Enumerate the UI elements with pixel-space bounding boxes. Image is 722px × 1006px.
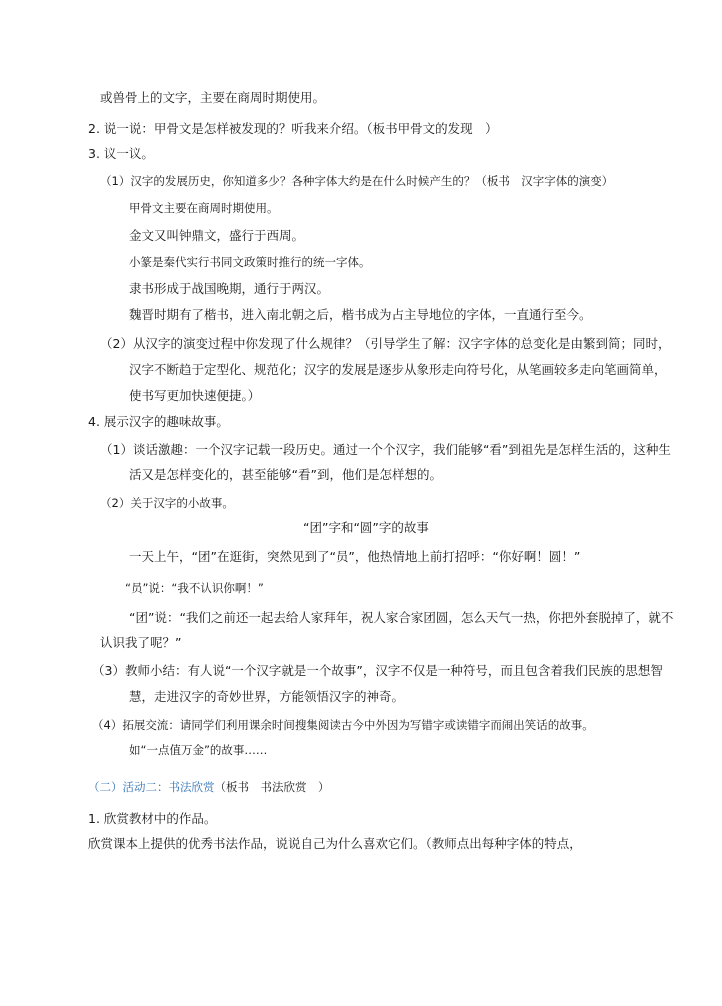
- sub-item-1: （1）汉字的发展历史，你知道多少？各种字体大约是在什么时候产生的？（板书 汉字字体的演变）: [100, 174, 614, 188]
- numbered-item-3: 3. 议一议。: [88, 146, 154, 161]
- paragraph-line: 一天上午，“团”在逛街，突然见到了“员”，他热情地上前打招呼：“你好啊！圆！”: [129, 549, 581, 564]
- paragraph-line: 金文又叫钟鼎文，盛行于西周。: [129, 228, 305, 243]
- sub-item-4: （4）拓展交流：请同学们利用课余时间搜集阅读古今中外因为写错字或读错字而闹出笑话的故事。: [92, 718, 594, 732]
- paragraph-line: 如“一点值万金”的故事……: [129, 743, 268, 757]
- sub-item-2: （2）关于汉字的小故事。: [100, 496, 234, 510]
- sub-item-3: （3）教师小结：有人说“一个汉字就是一个故事”，汉字不仅是一种符号，而且包含着我们民族的思想智: [92, 663, 663, 678]
- paragraph-line: 隶书形成于战国晚期，通行于两汉。: [129, 281, 330, 296]
- paragraph-line: “团”说：“我们之前还一起去给人家拜年，祝人家合家团圆，怎么天气一热，你把外套脱掉了，就不: [129, 610, 674, 625]
- paragraph-line: 汉字不断趋于定型化、规范化；汉字的发展是逐步从象形走向符号化，从笔画较多走向笔画简单，: [129, 362, 667, 377]
- paragraph-line: 甲骨文主要在商周时期使用。: [129, 201, 279, 215]
- paragraph-line: 小篆是秦代实行书同文政策时推行的统一字体。: [129, 255, 371, 269]
- paragraph-line: 魏晋时期有了楷书，进入南北朝之后，楷书成为占主导地位的字体，一直通行至今。: [129, 307, 592, 322]
- section-heading-label: （二）活动二：书法欣赏: [88, 780, 215, 794]
- section-heading-activity-2: [88, 778, 330, 796]
- paragraph-line: 慧，走进汉字的奇妙世界，方能领悟汉字的神奇。: [129, 689, 405, 704]
- paragraph-line: 欣赏课本上提供的优秀书法作品，说说自己为什么喜欢它们。（教师点出每种字体的特点，: [88, 836, 582, 851]
- board-note: （板书 书法欣赏 ）: [214, 780, 330, 794]
- paragraph-line: “员”说：“我不认识你啊！”: [125, 581, 264, 595]
- numbered-item-4: 4. 展示汉字的趣味故事。: [88, 414, 229, 429]
- paragraph-line: 使书写更加快速便捷。）: [129, 388, 261, 403]
- story-title: “团”字和“圆”字的故事: [303, 520, 429, 535]
- sub-item-1: （1）谈话激趣：一个汉字记载一段历史。通过一个个汉字，我们能够“看”到祖先是怎样生活的，这种生: [100, 442, 671, 457]
- paragraph-line: 认识我了呢？”: [100, 635, 182, 650]
- paragraph-line: 活又是怎样变化的，甚至能够“看”到，他们是怎样想的。: [129, 467, 442, 482]
- paragraph-line: 或兽骨上的文字，主要在商周时期使用。: [100, 90, 326, 105]
- numbered-item-1: 1. 欣赏教材中的作品。: [88, 811, 217, 826]
- numbered-item-2: 2. 说一说：甲骨文是怎样被发现的？听我来介绍。（板书甲骨文的发现 ）: [88, 121, 498, 136]
- sub-item-2: （2）从汉字的演变过程中你发现了什么规律？（引导学生了解：汉字字体的总变化是由繁到简；同时，: [100, 336, 671, 351]
